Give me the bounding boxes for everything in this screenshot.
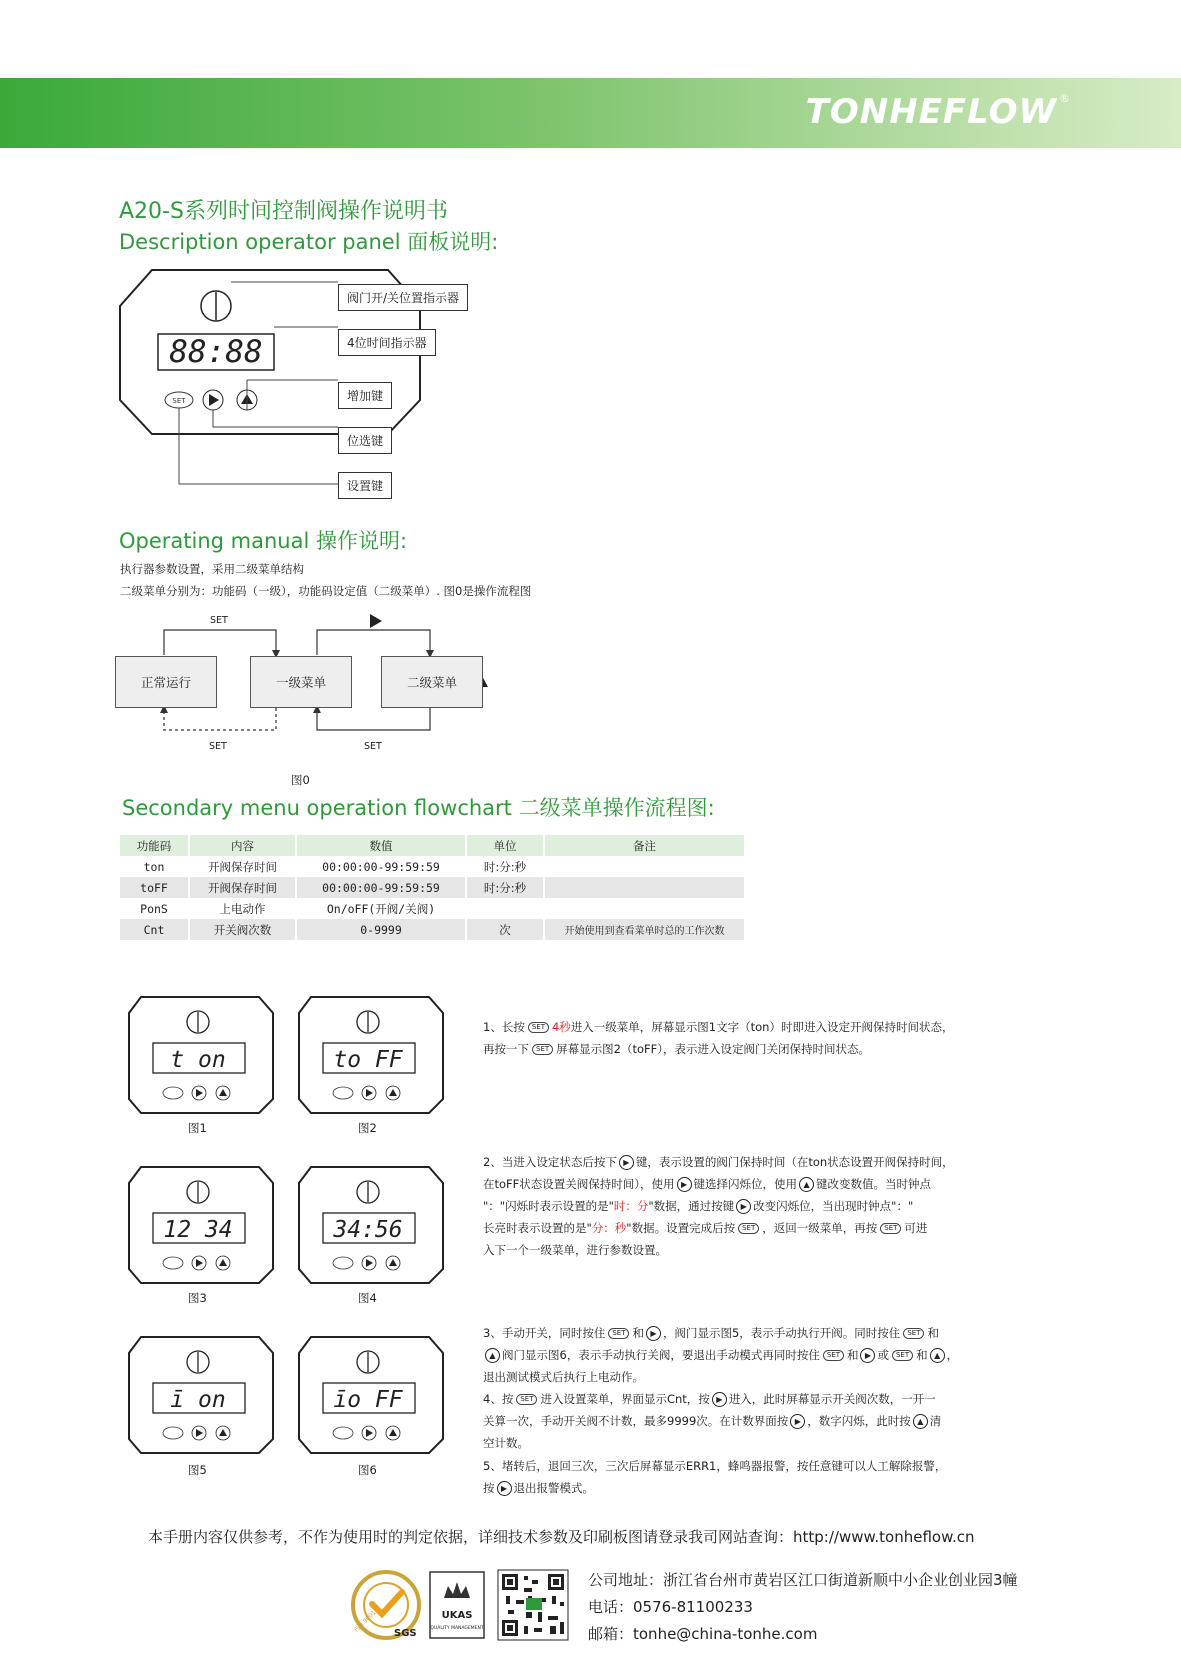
callout-set-key: 设置键 bbox=[338, 472, 392, 499]
figure-3 bbox=[129, 1167, 273, 1283]
step-5: 5、堵转后，退回三次，三次后屏幕显示ERR1，蜂鸣器报警，按任意键可以人工解除报警， 按 ▶ 退出报警模式。 bbox=[483, 1459, 947, 1495]
svg-text:to FF: to FF bbox=[333, 1047, 403, 1073]
figure-3-caption: 图3 bbox=[188, 1291, 207, 1305]
set-icon: SET bbox=[738, 1223, 759, 1234]
svg-text:ISO 9001: ISO 9001 bbox=[353, 1609, 378, 1634]
flow-box-level1: 一级菜单 bbox=[250, 656, 352, 708]
callout-time-indicator: 4位时间指示器 bbox=[338, 329, 436, 356]
figure-6 bbox=[299, 1337, 443, 1453]
footer-address: 公司地址：浙江省台州市黄岩区江口街道新顺中小企业创业园3幢 bbox=[588, 1571, 1018, 1589]
op-line-2: 二级菜单分别为：功能码（一级），功能码设定值（二级菜单）. 图0是操作流程图 bbox=[120, 584, 532, 598]
table-row: ton 开阀保存时间 00:00:00-99:59:59 时:分:秒 bbox=[120, 856, 745, 877]
right-key-icon: ▶ bbox=[736, 1199, 751, 1214]
right-key-icon: ▶ bbox=[712, 1392, 727, 1407]
display-digits: 88:88 bbox=[169, 334, 263, 370]
set-icon: SET bbox=[892, 1350, 913, 1361]
step-4: 4、按 SET 进入设置菜单，界面显示Cnt，按 ▶ 进入，此时屏幕显示开关阀次数，一开一 关算一次，手动开关阀不计数，最多9999次。在计数界面按 ▶ ，数字闪烁，此时按 ▲ 清 空计数。 bbox=[483, 1392, 942, 1450]
right-key-icon: ▶ bbox=[497, 1481, 512, 1496]
figure-5 bbox=[129, 1337, 273, 1453]
op-line-1: 执行器参数设置，采用二级菜单结构 bbox=[120, 562, 304, 576]
op-heading: Operating manual 操作说明: bbox=[119, 529, 408, 553]
up-key-icon: ▲ bbox=[799, 1177, 814, 1192]
table-row: toFF 开阀保存时间 00:00:00-99:59:59 时:分:秒 bbox=[120, 877, 745, 898]
right-key-icon: ▶ bbox=[790, 1414, 805, 1429]
set-icon: SET bbox=[880, 1223, 901, 1234]
figure-1-caption: 图1 bbox=[188, 1121, 207, 1135]
figure-6-caption: 图6 bbox=[358, 1463, 377, 1477]
svg-text:ī on: ī on bbox=[170, 1387, 226, 1413]
figure-grid bbox=[120, 990, 450, 1470]
table-header-row: 功能码 内容 数值 单位 备注 bbox=[120, 835, 745, 856]
menu-table bbox=[120, 835, 746, 940]
flow-box-normal: 正常运行 bbox=[115, 656, 217, 708]
page-title: A20-S系列时间控制阀操作说明书 bbox=[119, 199, 448, 224]
figure-2-caption: 图2 bbox=[358, 1121, 377, 1135]
set-icon: SET bbox=[516, 1394, 537, 1405]
flow-set-bottom-left: SET bbox=[209, 741, 227, 752]
right-arrow-icon bbox=[370, 614, 382, 628]
svg-text:12 34: 12 34 bbox=[163, 1217, 233, 1243]
footer-disclaimer: 本手册内容仅供参考，不作为使用时的判定依据，详细技术参数及印刷板图请登录我司网站查询：http://www.tonheflow.cn bbox=[148, 1528, 975, 1546]
set-icon: SET bbox=[823, 1350, 844, 1361]
figure-5-caption: 图5 bbox=[188, 1463, 207, 1477]
flow-set-bottom-right: SET bbox=[364, 741, 382, 752]
figure-2 bbox=[299, 997, 443, 1113]
callout-increase-key: 增加键 bbox=[338, 382, 392, 409]
figure-1 bbox=[129, 997, 273, 1113]
right-key-icon: ▶ bbox=[677, 1177, 692, 1192]
up-key-icon: ▲ bbox=[485, 1348, 500, 1363]
step-2: 2、当进入设定状态后按下 ▶ 键，表示设置的阀门保持时间（在ton状态设置开阀保持时间， 在toFF状态设置关阀保持时间），使用 ▶ 键选择闪烁位，使用 ▲ 键改变数值。当时钟点 "："闪烁时表示设置的是"时：分"数据，通过按键 ▶ 改变闪烁位，当出现时钟点"：" 长亮时表示设置的是"分：秒"数据。设置完成后按 SET ，返回一级菜单，再按 SET 可进 入下一个一级菜单，进行参数设置。 bbox=[483, 1155, 954, 1257]
up-key-icon: ▲ bbox=[913, 1414, 928, 1429]
footer-email: 邮箱：tonhe@china-tonhe.com bbox=[588, 1625, 818, 1643]
callout-valve-indicator: 阀门开/关位置指示器 bbox=[338, 284, 468, 311]
table-row: PonS 上电动作 On/oFF(开阀/关阀) bbox=[120, 898, 745, 919]
svg-text:34:56: 34:56 bbox=[333, 1217, 403, 1243]
svg-text:SET: SET bbox=[172, 397, 186, 405]
set-icon: SET bbox=[903, 1328, 924, 1339]
secondary-heading: Secondary menu operation flowchart 二级菜单操作流程图: bbox=[122, 796, 715, 820]
brand-logo: TONHEFLOW ® bbox=[805, 92, 1071, 132]
qr-code-icon bbox=[498, 1570, 568, 1640]
set-icon: SET bbox=[528, 1022, 549, 1033]
table-row: Cnt 开关阀次数 0-9999 次 开始使用到查看菜单时总的工作次数 bbox=[120, 919, 745, 940]
svg-text:UKAS: UKAS bbox=[441, 1610, 473, 1621]
svg-text:īo FF: īo FF bbox=[333, 1387, 403, 1413]
right-key-icon: ▶ bbox=[860, 1348, 875, 1363]
step-3: 3、手动开关，同时按住 SET 和 ▶ ，阀门显示图5，表示手动执行开阀。同时按住 SET 和 ▲ 阀门显示图6，表示手动执行关阀，要退出手动模式再同时按住 SET 和 ▶ 或 SET 和 ▲ ， 退出测试模式后执行上电动作。 bbox=[483, 1326, 959, 1384]
flow-box-level2: 二级菜单 bbox=[381, 656, 483, 708]
figure-4-caption: 图4 bbox=[358, 1291, 377, 1305]
svg-text:QUALITY MANAGEMENT: QUALITY MANAGEMENT bbox=[430, 1626, 484, 1631]
set-icon: SET bbox=[532, 1044, 553, 1055]
figure-4 bbox=[299, 1167, 443, 1283]
callout-shift-key: 位选键 bbox=[338, 427, 392, 454]
flow-set-top: SET bbox=[210, 615, 228, 626]
step-1: 1、长按 SET 4秒进入一级菜单，屏幕显示图1文字（ton）时即进入设定开阀保持时间状态， 再按一下 SET 屏幕显示图2（toFF），表示进入设定阀门关闭保持时间状态。 bbox=[483, 1020, 954, 1056]
cert-logos bbox=[348, 1568, 573, 1642]
footer-phone: 电话：0576-81100233 bbox=[588, 1598, 753, 1616]
svg-text:SGS: SGS bbox=[394, 1628, 417, 1639]
right-key-icon: ▶ bbox=[646, 1326, 661, 1341]
svg-text:t on: t on bbox=[170, 1047, 226, 1073]
right-key-icon: ▶ bbox=[619, 1155, 634, 1170]
flow-caption: 图0 bbox=[291, 773, 310, 787]
panel-heading: Description operator panel 面板说明: bbox=[119, 230, 499, 254]
set-icon: SET bbox=[608, 1328, 629, 1339]
up-key-icon: ▲ bbox=[930, 1348, 945, 1363]
